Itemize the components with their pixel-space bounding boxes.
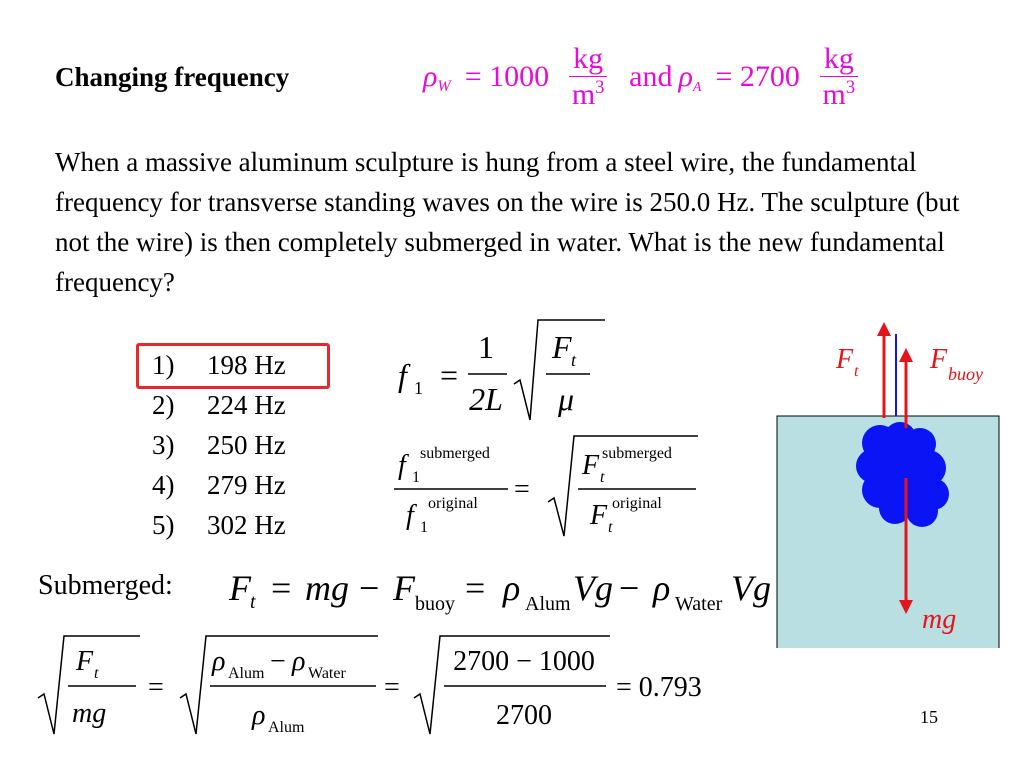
unit-fraction-alum: $\frac{kg}{m^3}$ <box>820 42 858 112</box>
svg-text:t: t <box>854 363 859 380</box>
svg-text:=: = <box>148 672 164 703</box>
svg-text:mg: mg <box>305 568 349 608</box>
svg-text:t: t <box>571 350 577 370</box>
unit-den: $m^3$ <box>571 77 605 111</box>
svg-text:= 0.793: = 0.793 <box>616 672 702 703</box>
fbuoy-label: F <box>930 344 948 375</box>
ft-label: F <box>836 344 854 375</box>
and-text: and <box>629 60 673 93</box>
svg-text:2L: 2L <box>469 381 503 417</box>
choice-3[interactable]: 3) 250 Hz <box>152 430 286 460</box>
rho-alum-sub: A <box>692 80 702 95</box>
svg-text:2700: 2700 <box>496 700 552 731</box>
formula-ratio-result <box>30 630 710 740</box>
mg-label: mg <box>922 604 957 635</box>
slide-title: Changing frequency <box>55 62 290 92</box>
svg-text:Alum: Alum <box>268 719 305 736</box>
svg-text:submerged: submerged <box>420 445 490 462</box>
svg-text:ρ: ρ <box>292 646 306 677</box>
rho-water-sub: W <box>437 78 451 95</box>
unit-fraction-water <box>569 42 607 112</box>
svg-text:F: F <box>393 568 415 608</box>
svg-text:f: f <box>406 500 414 531</box>
svg-text:Vg: Vg <box>731 568 771 608</box>
svg-text:Water: Water <box>308 665 346 682</box>
answer-choices <box>152 345 286 545</box>
svg-text:ρ: ρ <box>503 568 521 608</box>
formula-frequency-ratio <box>390 432 710 542</box>
svg-text:ρ: ρ <box>653 568 671 608</box>
svg-text:=: = <box>514 474 530 505</box>
svg-text:F: F <box>229 568 251 608</box>
svg-text:1: 1 <box>412 469 420 486</box>
svg-text:t: t <box>600 469 605 486</box>
svg-text:2700 − 1000: 2700 − 1000 <box>453 646 595 677</box>
svg-text:original: original <box>428 495 478 512</box>
question-text: When a massive aluminum sculpture is hung from a steel wire, the fundamental frequency for transverse standing waves on the wire is 250.0 Hz. The sculpture (but not the wire) is then completely submerged in water. What is the new fundamental frequency? <box>55 147 960 297</box>
svg-text:−: − <box>270 646 286 677</box>
rho-water-value: = 1000 <box>464 60 550 93</box>
svg-text:=: = <box>465 568 486 608</box>
svg-text:buoy: buoy <box>948 364 983 384</box>
svg-text:Vg: Vg <box>573 568 613 608</box>
svg-text:−: − <box>359 568 380 608</box>
svg-text:1: 1 <box>414 378 423 398</box>
rho-water-symbol: ρ <box>423 60 438 93</box>
formula-submerged-tension <box>225 560 825 620</box>
svg-text:f: f <box>398 450 406 481</box>
rho-alum-value: = 2700 <box>715 60 800 93</box>
svg-text:Water: Water <box>675 593 723 615</box>
svg-text:mg: mg <box>72 698 107 729</box>
svg-text:F: F <box>582 450 600 481</box>
svg-text:Alum: Alum <box>525 593 571 615</box>
svg-text:Alum: Alum <box>228 665 265 682</box>
choice-2[interactable]: 2) 224 Hz <box>152 390 286 420</box>
svg-text:t: t <box>608 519 613 536</box>
svg-text:1: 1 <box>478 329 494 365</box>
rho-alum-symbol: ρ <box>678 60 693 93</box>
density-formula <box>423 32 858 122</box>
svg-text:ρ: ρ <box>252 700 266 731</box>
svg-text:ρ: ρ <box>212 646 226 677</box>
svg-text:f: f <box>398 357 407 393</box>
force-diagram <box>770 318 1020 648</box>
svg-text:=: = <box>440 357 459 393</box>
svg-text:=: = <box>384 672 400 703</box>
svg-text:F: F <box>590 500 608 531</box>
svg-text:μ: μ <box>558 381 575 417</box>
svg-text:submerged: submerged <box>602 445 672 462</box>
page-number: 15 <box>920 707 938 727</box>
choice-1[interactable]: 1) 198 Hz <box>152 350 286 380</box>
formula-fundamental-frequency <box>390 318 620 428</box>
unit-num: kg <box>573 42 604 75</box>
svg-text:F: F <box>76 646 94 677</box>
choice-4[interactable]: 4) 279 Hz <box>152 470 286 500</box>
svg-text:buoy: buoy <box>415 593 455 615</box>
submerged-label: Submerged: <box>38 570 173 601</box>
svg-text:−: − <box>619 568 640 608</box>
svg-text:original: original <box>612 495 662 512</box>
choice-5[interactable]: 5) 302 Hz <box>152 510 286 540</box>
svg-text:=: = <box>271 568 292 608</box>
svg-text:t: t <box>94 665 99 682</box>
svg-text:1: 1 <box>420 519 428 536</box>
svg-text:F: F <box>552 329 572 365</box>
svg-text:t: t <box>250 591 256 613</box>
